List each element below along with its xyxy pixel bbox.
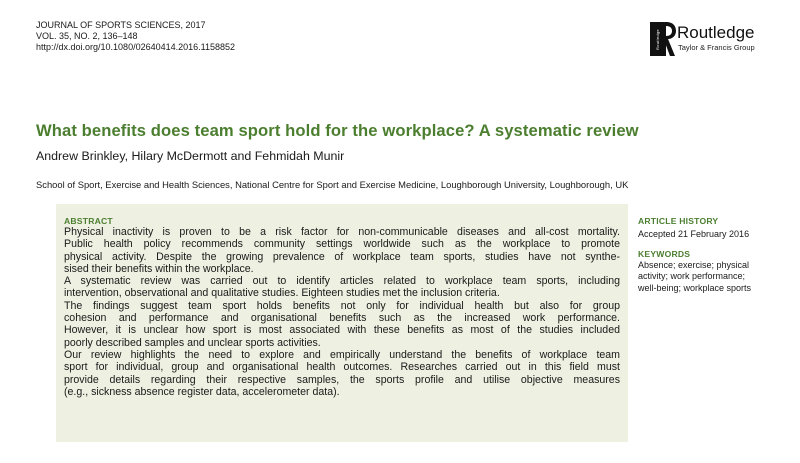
abstract-line: cohesion and performance and organisational benefits such as the increased work performance.	[64, 312, 620, 325]
abstract-line: A systematic review was carried out to identify articles related to workplace team sports, including	[64, 275, 620, 288]
keywords-heading: KEYWORDS	[638, 249, 691, 260]
publisher-group: Taylor & Francis Group	[678, 43, 755, 52]
abstract-line: physical activity. Despite the growing prevalence of workplace team sports, studies have not synthe-	[64, 250, 620, 263]
publisher-name: Routledge	[677, 23, 755, 42]
keywords-list	[638, 260, 788, 294]
abstract-line: provide details regarding their respective samples, the sports profile and utilise objective measures	[64, 373, 620, 386]
article-title: What benefits does team sport hold for the workplace? A systematic review	[36, 121, 639, 140]
abstract-line: Our review highlights the need to explore and empirically understand the benefits of workplace team	[64, 348, 620, 361]
keyword-line: activity; work performance;	[638, 271, 746, 282]
abstract-line: However, it is unclear how sport is most associated with these benefits as most of the studies included	[64, 324, 620, 337]
article-sidebar	[638, 216, 788, 294]
abstract-line: sport for individual, group and organisational health outcomes. Researches carried out in this field must	[64, 361, 620, 374]
history-heading: ARTICLE HISTORY	[638, 216, 719, 226]
routledge-r-logo-icon	[650, 22, 676, 56]
history-accepted: Accepted 21 February 2016	[638, 229, 750, 239]
journal-volume-pages: VOL. 35, NO. 2, 136–148	[36, 31, 138, 41]
abstract-heading: ABSTRACT	[64, 216, 113, 226]
journal-citation	[36, 20, 235, 53]
abstract-line: Physical inactivity is proven to be a risk factor for non-communicable diseases and all-cost mortality.	[64, 226, 620, 238]
article-affiliation: School of Sport, Exercise and Health Sciences, National Centre for Sport and Exercise Medicine, Loughborough University, Loughborough, UK	[36, 179, 629, 190]
keyword-line: Absence; exercise; physical	[638, 260, 750, 271]
abstract-line: The findings suggest team sport holds benefits not only for individual health but also for group	[64, 299, 620, 312]
abstract-line: Public health policy recommends community settings worldwide such as the workplace to promote	[64, 238, 620, 251]
abstract-line: sised their benefits within the workplace.	[64, 262, 254, 275]
journal-name-year: JOURNAL OF SPORTS SCIENCES, 2017	[36, 20, 206, 30]
journal-doi-link[interactable]: http://dx.doi.org/10.1080/02640414.2016.1158852	[36, 42, 236, 52]
abstract-text	[64, 226, 620, 398]
article-authors: Andrew Brinkley, Hilary McDermott and Fehmidah Munir	[36, 149, 345, 163]
abstract-line: (e.g., sickness absence register data, accelerometer data).	[64, 385, 340, 398]
logo-vertical-text: Routledge	[655, 29, 660, 51]
publisher-logo	[650, 22, 770, 58]
abstract-line: poorly described samples and unclear sports activities.	[64, 336, 321, 349]
abstract-line: intervention, observational and qualitative studies. Eighteen studies met the inclusion criteria.	[64, 287, 500, 300]
keyword-line: well-being; workplace sports	[638, 282, 752, 293]
